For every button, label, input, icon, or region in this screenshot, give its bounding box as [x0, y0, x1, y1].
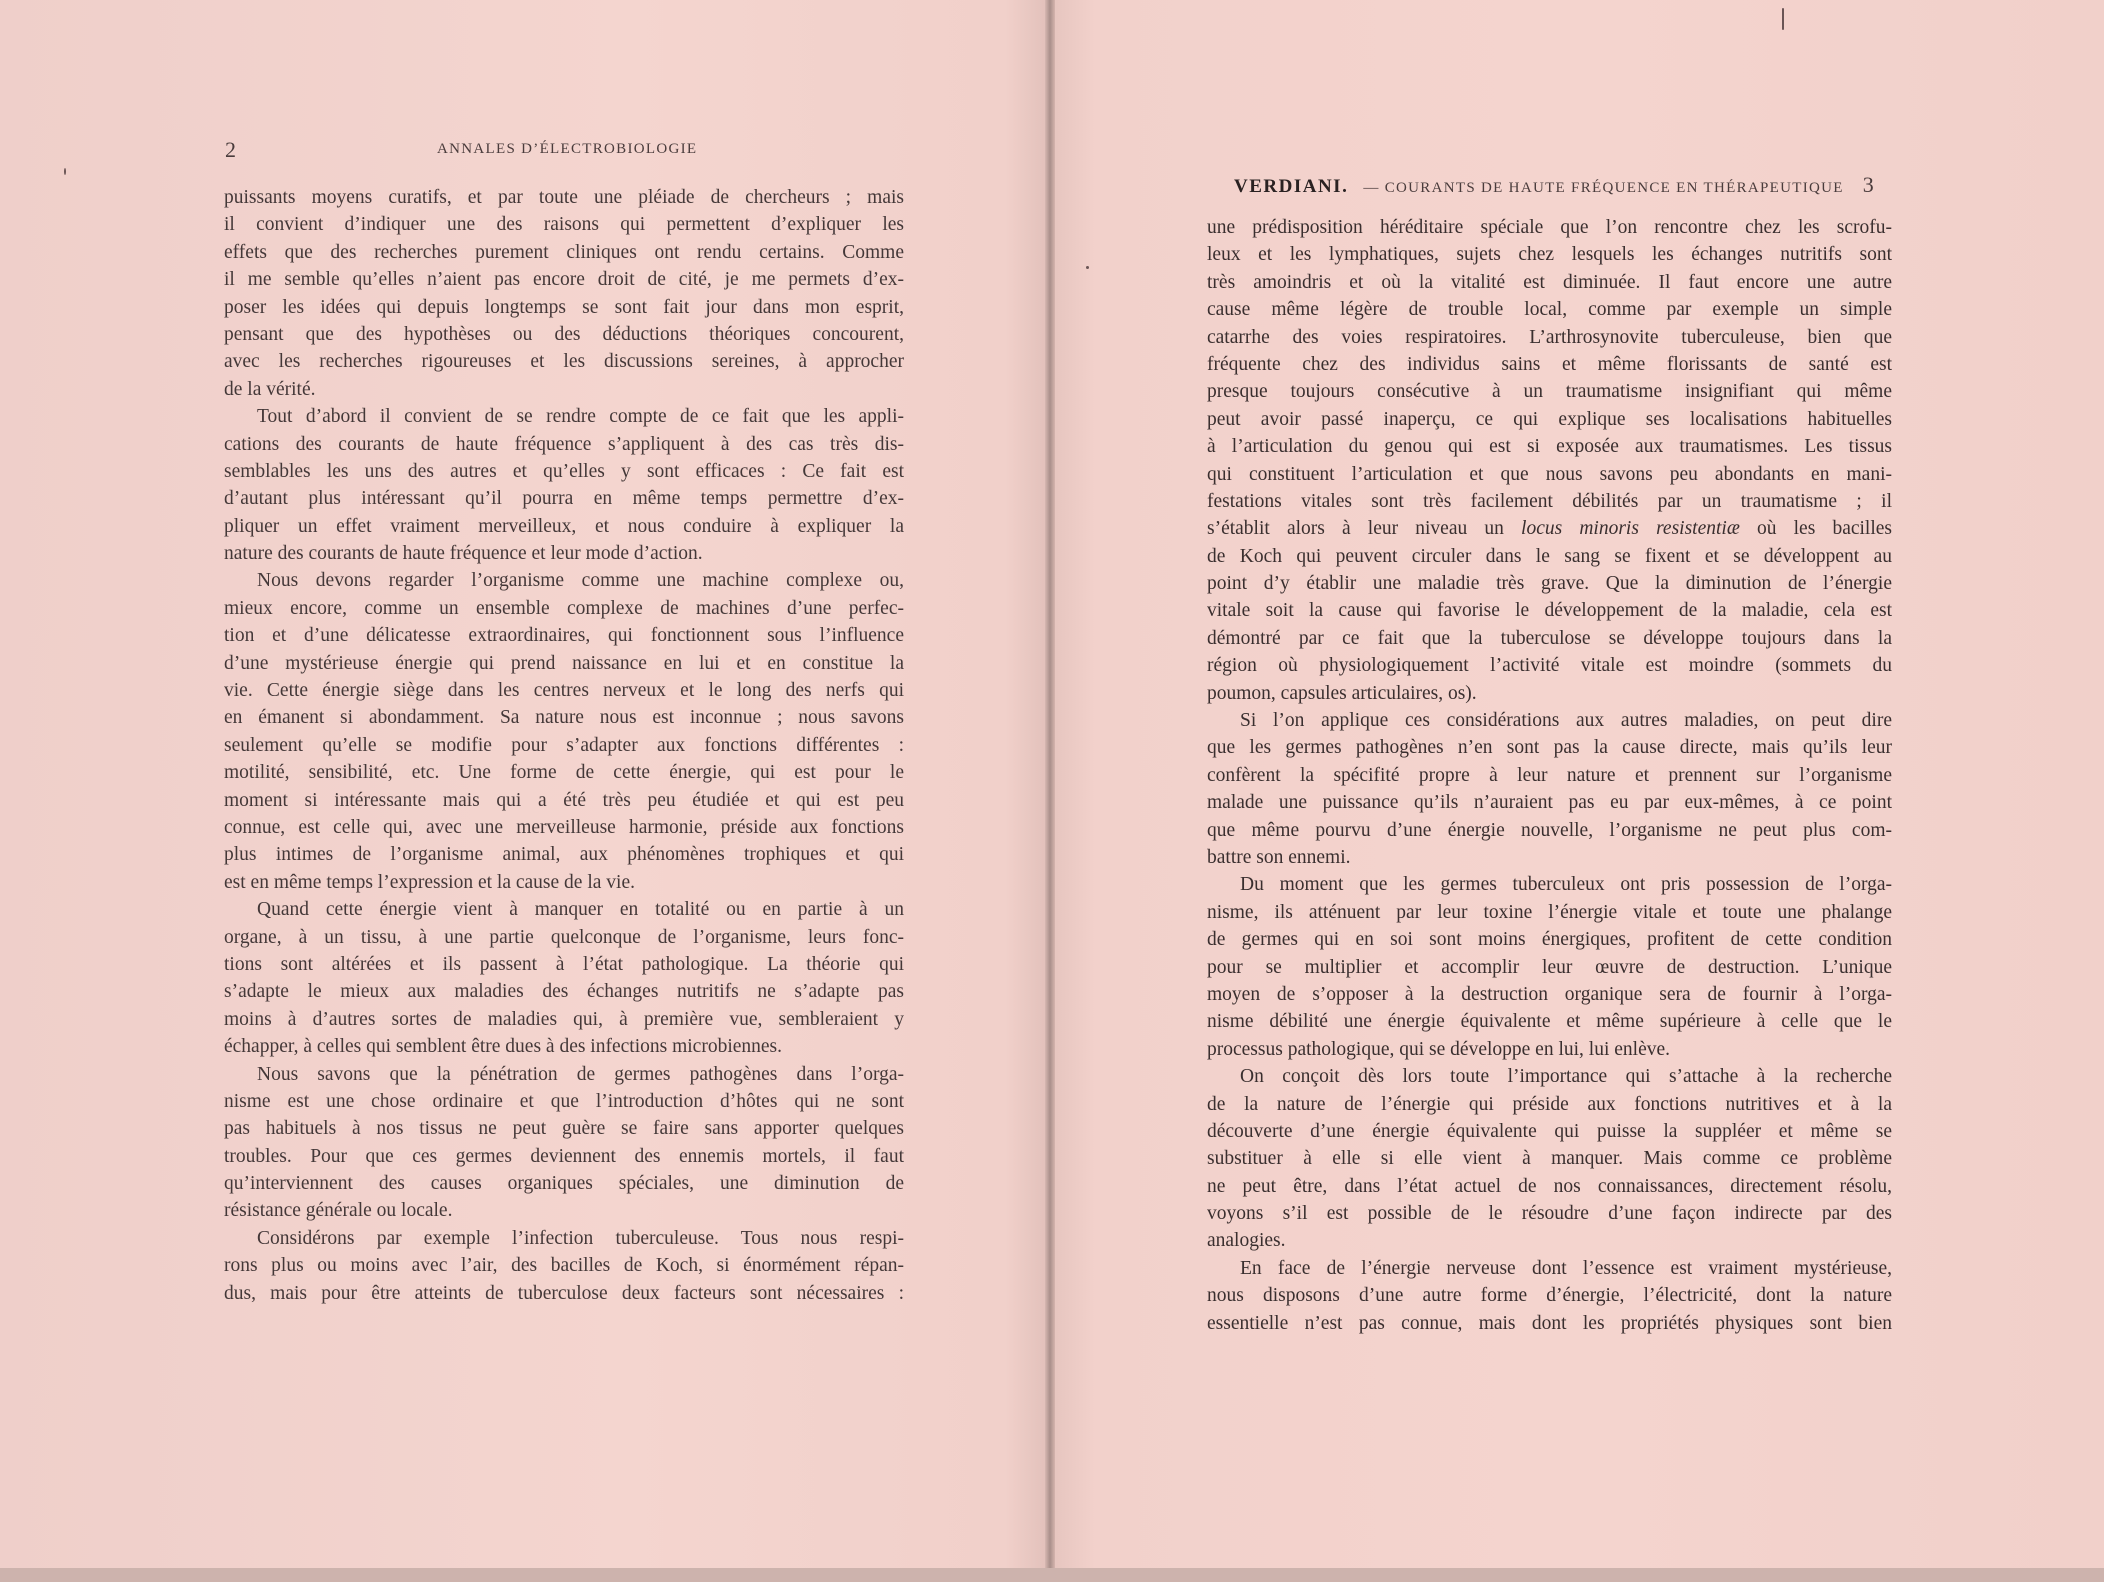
text-line: connue, est celle qui, avec une merveilleuse harmonie, préside aux fonctions [224, 816, 904, 838]
text-line: une prédisposition héréditaire spéciale que l’on rencontre chez les scrofu- [1207, 217, 1892, 238]
text-line: Nous savons que la pénétration de germes pathogènes dans l’orga- [257, 1063, 904, 1085]
text-line: Si l’on applique ces considérations aux autres maladies, on peut dire [1240, 710, 1892, 732]
text-line: cause même légère de trouble local, comme par exemple un simple [1207, 299, 1892, 321]
text-line: leux et les lymphatiques, sujets chez lesquels les échanges nutritifs sont [1207, 244, 1892, 266]
right-page-body-text [1207, 214, 1892, 1337]
text-line: d’une mystérieuse énergie qui prend naissance en lui et en constitue la [224, 652, 904, 674]
text-line: malade une puissance qu’ils n’auraient pas eu par eux-mêmes, à ce point [1207, 792, 1892, 814]
text-line: puissants moyens curatifs, et par toute une pléiade de chercheurs ; mais [224, 187, 904, 208]
text-line: cations des courants de haute fréquence s’appliquent à des cas très dis- [224, 433, 904, 455]
text-line: poumon, capsules articulaires, os). [1207, 682, 1477, 704]
paper-speck [1086, 266, 1089, 269]
text-line: festations vitales sont très facilement débilités par un traumatisme ; il [1207, 490, 1892, 512]
text-line: semblables les uns des autres et qu’elles y sont efficaces : Ce fait est [224, 460, 904, 482]
text-line: battre son ennemi. [1207, 846, 1351, 868]
text-line: analogies. [1207, 1230, 1286, 1252]
text-line: de la nature de l’énergie qui préside aux fonctions nutritives et à la [1207, 1093, 1892, 1115]
text-line: nisme est une chose ordinaire et que l’introduction d’hôtes qui ne sont [224, 1090, 904, 1112]
text-line: échapper, à celles qui semblent être dues à des infections microbiennes. [224, 1036, 783, 1058]
text-line: moyen de s’opposer à la destruction organique sera de fournir à l’orga- [1207, 983, 1892, 1005]
text-line: poser les idées qui depuis longtemps se sont fait jour dans mon esprit, [224, 296, 904, 318]
text-line: catarrhe des voies respiratoires. L’arthrosynovite tuberculeuse, bien que [1207, 326, 1892, 348]
text-line: qui constituent l’articulation et que nous savons peu abondants en mani- [1207, 463, 1892, 485]
text-line: découverte d’une énergie équivalente qui puisse la suppléer et même se [1207, 1120, 1892, 1142]
text-line: point d’y établir une maladie très grave. Que la diminution de l’énergie [1207, 573, 1892, 595]
text-line: nisme, ils atténuent par leur toxine l’énergie vitale et toute une phalange [1207, 901, 1892, 923]
text-line: ne peut être, dans l’état actuel de nos connaissances, directement résolu, [1207, 1175, 1892, 1197]
text-line: s’établit alors à leur niveau un locus minoris resistentiæ où les bacilles [1207, 518, 1893, 540]
text-line: vitale soit la cause qui favorise le développement de la maladie, cela est [1207, 600, 1892, 622]
text-line: nisme débilité une énergie équivalente et même supérieure à celle que le [1207, 1011, 1892, 1033]
text-line: de germes qui en soi sont moins énergiques, profitent de cette condition [1207, 929, 1892, 951]
text-line: voyons s’il est possible de le résoudre d’une façon indirecte par des [1207, 1203, 1892, 1225]
text-line: pensant que des hypothèses ou des déductions théoriques concourent, [224, 323, 904, 345]
left-running-head: ANNALES D’ÉLECTROBIOLOGIE [437, 141, 698, 157]
text-line: résistance générale ou locale. [224, 1200, 453, 1222]
text-line: Considérons par exemple l’infection tuberculeuse. Tous nous respi- [257, 1227, 904, 1249]
text-line: plus intimes de l’organisme animal, aux phénomènes trophiques et qui [224, 844, 904, 866]
text-line: mieux encore, comme un ensemble complexe de machines d’une perfec- [224, 597, 904, 619]
paper-speck [64, 168, 66, 175]
text-line: essentielle n’est pas connue, mais dont les propriétés physiques sont bien [1207, 1312, 1892, 1334]
left-page-body-text [224, 184, 904, 1307]
text-line: pas habituels à nos tissus ne peut guère se faire sans apporter quelques [224, 1118, 904, 1140]
latin-phrase: locus minoris resistentiæ [1521, 518, 1740, 540]
text-line: dus, mais pour être atteints de tuberculose deux facteurs sont nécessaires : [224, 1282, 904, 1304]
text-line: nature des courants de haute fréquence et leur mode d’action. [224, 543, 703, 565]
text-line: vie. Cette énergie siège dans les centres nerveux et le long des nerfs qui [224, 680, 904, 702]
text-line: tions sont altérées et ils passent à l’état pathologique. La théorie qui [224, 953, 904, 975]
text-line: seulement qu’elle se modifie pour s’adapter aux fonctions différentes : [224, 734, 904, 756]
right-running-head [1234, 172, 1874, 198]
text-line: est en même temps l’expression et la cause de la vie. [224, 871, 635, 893]
text-line: processus pathologique, qui se développe en lui, lui enlève. [1207, 1038, 1671, 1060]
text-line: région où physiologiquement l’activité vitale est moindre (sommets du [1207, 655, 1892, 677]
running-head-title: — COURANTS DE HAUTE FRÉQUENCE EN THÉRAPEUTIQUE [1363, 180, 1844, 196]
text-line: effets que des recherches purement cliniques ont rendu certains. Comme [224, 241, 904, 263]
text-line: organe, à un tissu, à une partie quelconque de l’organisme, leurs fonc- [224, 926, 904, 948]
text-line: en émanent si abondamment. Sa nature nous est inconnue ; nous savons [224, 707, 904, 729]
text-line: Nous devons regarder l’organisme comme une machine complexe ou, [257, 570, 904, 592]
text-line: que les germes pathogènes n’en sont pas la cause directe, mais qu’ils leur [1207, 737, 1892, 759]
text-line: moins à d’autres sortes de maladies qui, à première vue, sembleraient y [224, 1008, 904, 1030]
text-line: s’adapte le mieux aux maladies des échanges nutritifs ne s’adapte pas [224, 981, 904, 1003]
text-line: tion et d’une délicatesse extraordinaires, qui fonctionnent sous l’influence [224, 625, 904, 647]
text-line: qu’interviennent des causes organiques spéciales, une diminution de [224, 1173, 904, 1195]
text-line: moment si intéressante mais qui a été très peu étudiée et qui est peu [224, 789, 904, 811]
text-line: d’autant plus intéressant qu’il pourra en même temps permettre d’ex- [224, 488, 904, 510]
running-head-author: VERDIANI. [1234, 176, 1349, 197]
text-line: presque toujours consécutive à un traumatisme insignifiant qui même [1207, 381, 1892, 403]
text-line: il me semble qu’elles n’aient pas encore droit de cité, je me permets d’ex- [224, 269, 904, 291]
text-line: il convient d’indiquer une des raisons qui permettent d’expliquer les [224, 214, 904, 236]
paper-speck [1782, 8, 1784, 30]
page-bottom-edge [0, 1568, 2104, 1582]
text-line: Tout d’abord il convient de se rendre compte de ce fait que les appli- [257, 406, 904, 428]
text-line: pliquer un effet vraiment merveilleux, et nous conduire à expliquer la [224, 515, 904, 537]
text-line: à l’articulation du genou qui est si exposée aux traumatismes. Les tissus [1207, 436, 1892, 458]
text-line: peut avoir passé inaperçu, ce qui explique ses localisations habituelles [1207, 408, 1892, 430]
text-line: Quand cette énergie vient à manquer en totalité ou en partie à un [257, 899, 904, 921]
text-line: avec les recherches rigoureuses et les discussions sereines, à approcher [224, 351, 904, 373]
right-page-number: 3 [1862, 172, 1874, 197]
text-line: de la vérité. [224, 378, 316, 400]
text-line: motilité, sensibilité, etc. Une forme de cette énergie, qui est pour le [224, 762, 904, 784]
text-line: fréquente chez des individus sains et même florissants de santé est [1207, 353, 1892, 375]
text-line: confèrent la spécifité propre à leur nature et prennent sur l’organisme [1207, 764, 1892, 786]
text-line: très amoindris et où la vitalité est diminuée. Il faut encore une autre [1207, 271, 1892, 293]
text-line: substituer à elle si elle vient à manquer. Mais comme ce problème [1207, 1148, 1892, 1170]
text-line: démontré par ce fait que la tuberculose se développe toujours dans la [1207, 627, 1892, 649]
text-line: que même pourvu d’une énergie nouvelle, l’organisme ne peut plus com- [1207, 819, 1892, 841]
text-line: pour se multiplier et accomplir leur œuvre de destruction. L’unique [1207, 956, 1892, 978]
text-line: Du moment que les germes tuberculeux ont pris possession de l’orga- [1240, 874, 1892, 896]
text-line: troubles. Pour que ces germes deviennent des ennemis mortels, il faut [224, 1145, 904, 1167]
text-line: de Koch qui peuvent circuler dans le sang se fixent et se développent au [1207, 545, 1892, 567]
book-gutter [1045, 0, 1055, 1582]
text-line: En face de l’énergie nerveuse dont l’essence est vraiment mystérieuse, [1240, 1257, 1892, 1279]
left-page-number: 2 [225, 137, 236, 162]
text-line: rons plus ou moins avec l’air, des bacilles de Koch, si énormément répan- [224, 1255, 904, 1277]
text-line: On conçoit dès lors toute l’importance qui s’attache à la recherche [1240, 1066, 1892, 1088]
text-line: nous disposons d’une autre forme d’énergie, l’électricité, dont la nature [1207, 1285, 1892, 1307]
